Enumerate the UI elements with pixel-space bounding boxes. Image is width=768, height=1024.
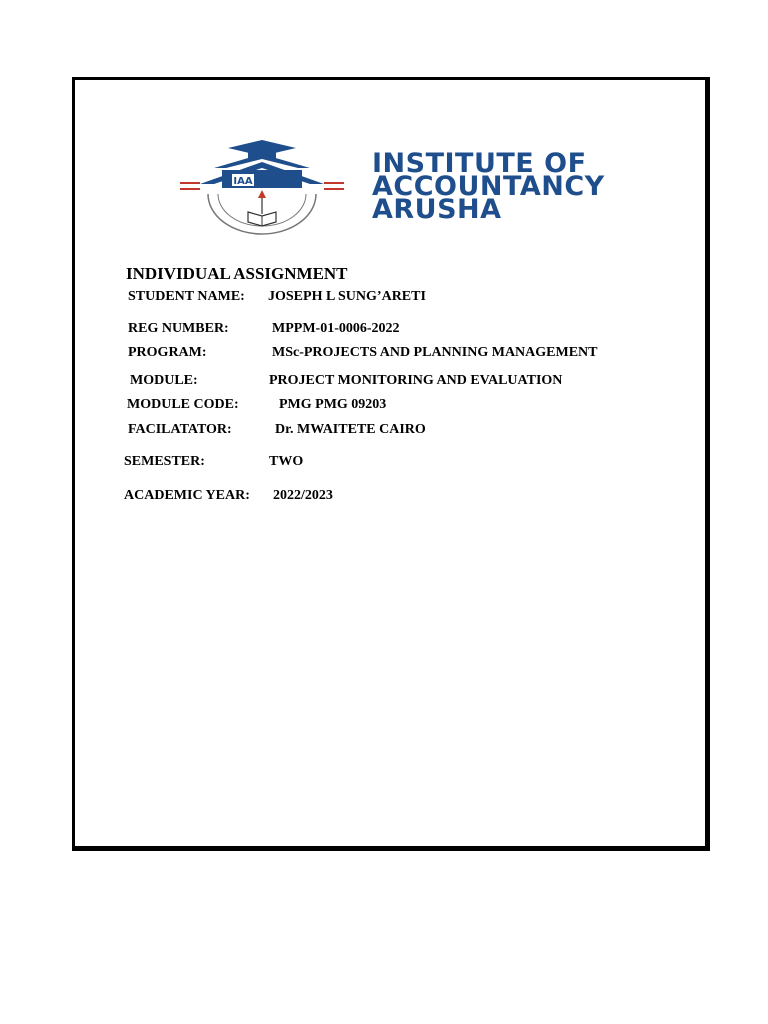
document-heading: INDIVIDUAL ASSIGNMENT <box>126 264 348 283</box>
institute-name-line-2: ACCOUNTANCY <box>372 171 605 202</box>
institute-name-line-3: ARUSHA <box>372 194 502 225</box>
field-value: Dr. MWAITETE CAIRO <box>275 422 426 437</box>
field-value: TWO <box>269 454 304 469</box>
field-value: PMG PMG 09203 <box>279 397 387 412</box>
iaa-logo-text: IAA <box>233 176 253 187</box>
field-value: MSc-PROJECTS AND PLANNING MANAGEMENT <box>272 345 598 360</box>
iaa-logo <box>178 138 346 238</box>
field-value: JOSEPH L SUNG’ARETI <box>268 289 426 304</box>
field-label: ACADEMIC YEAR: <box>124 488 250 503</box>
field-label: STUDENT NAME: <box>128 289 245 304</box>
field-label: FACILATATOR: <box>128 422 232 437</box>
field-label: MODULE CODE: <box>127 397 239 412</box>
iaa-logo-emblem-icon <box>178 138 346 238</box>
field-label: SEMESTER: <box>124 454 205 469</box>
field-label: PROGRAM: <box>128 345 207 360</box>
field-value: PROJECT MONITORING AND EVALUATION <box>269 373 563 388</box>
field-label: MODULE: <box>130 373 198 388</box>
field-value: 2022/2023 <box>273 488 333 503</box>
institute-name-line-1: INSTITUTE OF <box>372 148 587 179</box>
field-label: REG NUMBER: <box>128 321 229 336</box>
field-value: MPPM-01-0006-2022 <box>272 321 400 336</box>
institute-name <box>372 148 652 225</box>
